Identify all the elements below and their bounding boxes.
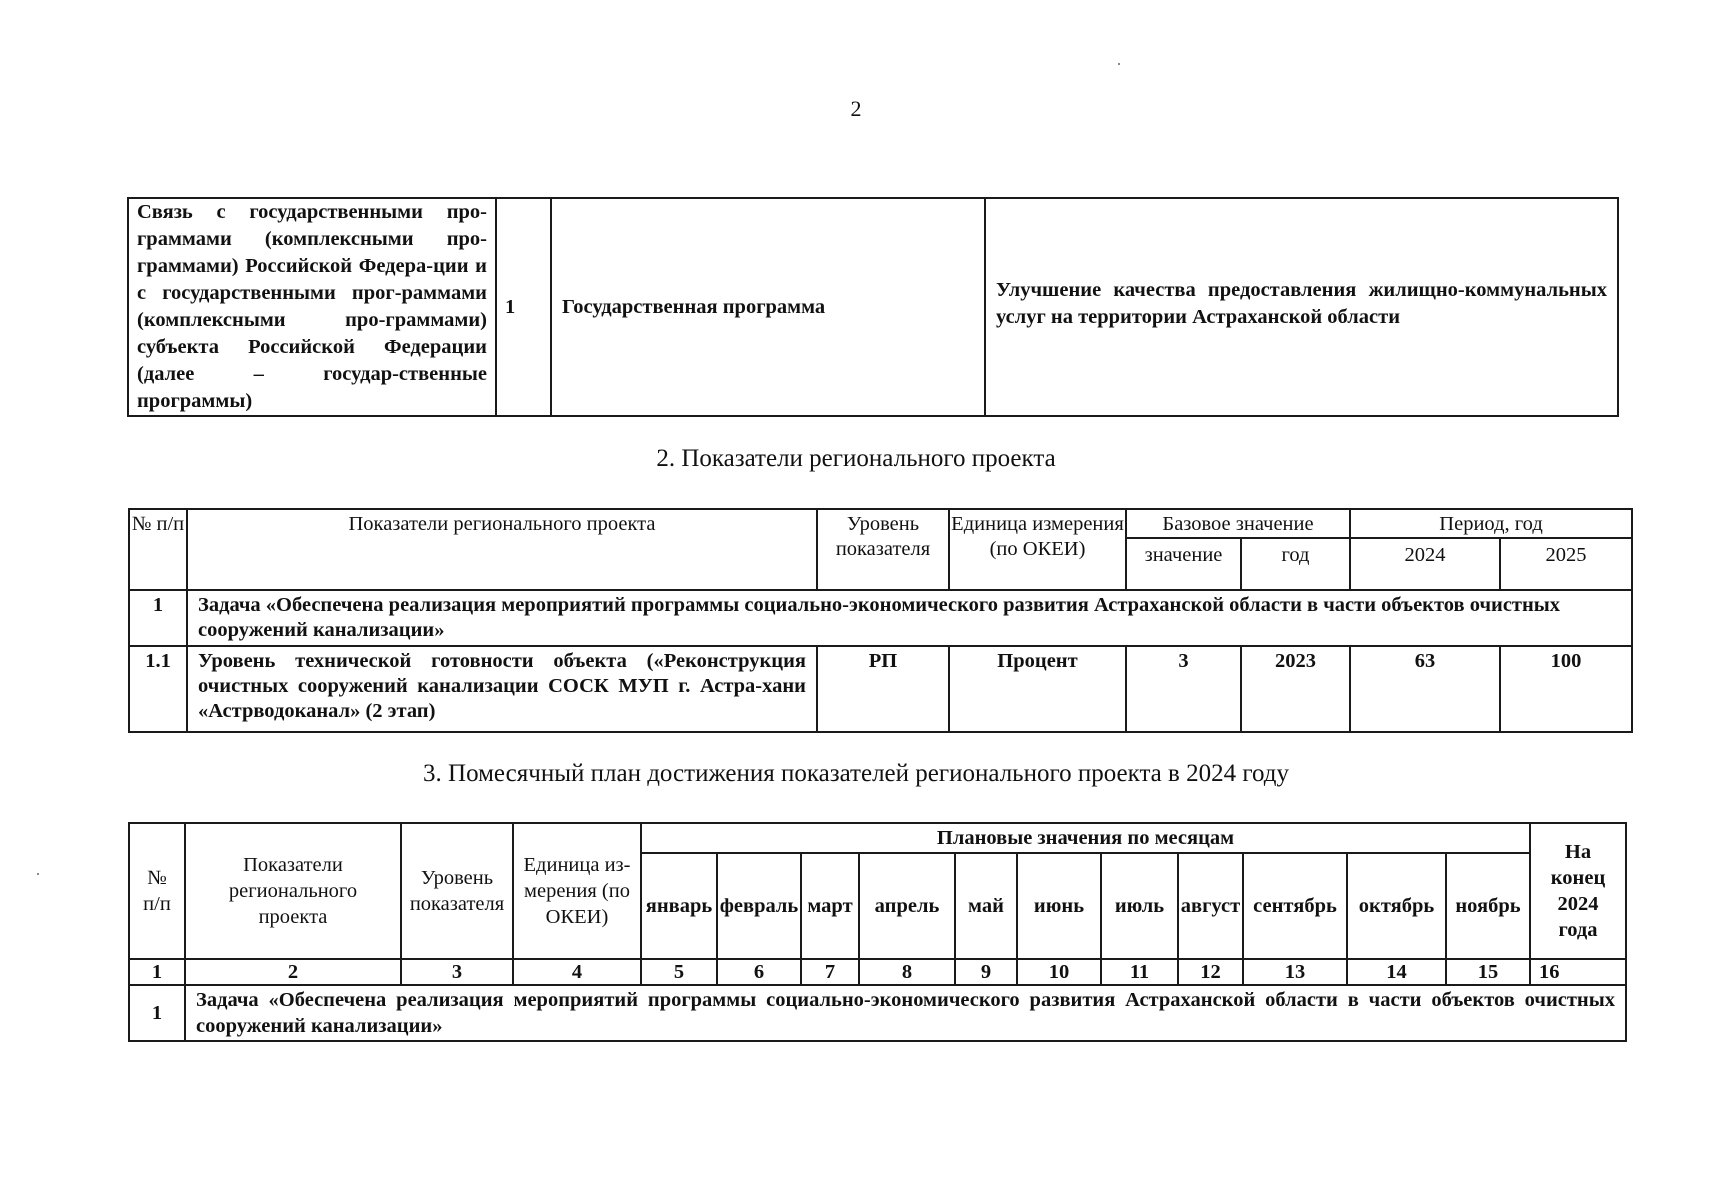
month-header: март: [801, 853, 859, 959]
scan-speck: [1118, 63, 1120, 65]
column-number: 15: [1446, 959, 1530, 985]
header-planned-values: Плановые значения по месяцам: [641, 823, 1530, 853]
column-number: 16: [1530, 959, 1626, 985]
state-program-number: 1: [496, 198, 551, 416]
monthly-plan-table: [128, 822, 1627, 1042]
indicator-value-2024: 63: [1350, 646, 1500, 732]
header-level: Уровень показателя: [817, 509, 949, 590]
indicators-table: [128, 508, 1633, 733]
header-num: № п/п: [129, 509, 187, 590]
month-header: ноябрь: [1446, 853, 1530, 959]
column-number: 13: [1243, 959, 1347, 985]
section-3-title: 3. Помесячный план достижения показателей регионального проекта в 2024 году: [423, 760, 1289, 787]
column-number: 14: [1347, 959, 1446, 985]
page-number: 2: [850, 96, 862, 121]
section-2-title: 2. Показатели регионального проекта: [656, 445, 1056, 472]
column-number: 4: [513, 959, 641, 985]
header-period: Период, год: [1350, 509, 1632, 538]
column-number: 5: [641, 959, 717, 985]
column-number: 11: [1101, 959, 1178, 985]
indicator-level: РП: [817, 646, 949, 732]
table-row: [129, 646, 1632, 732]
state-programs-label: Связь с государственными про-граммами (комплексными про-граммами) Российской Федера-ции и с государственными прог-раммами (комплексными про-граммами) субъекта Российской Федерации (далее – государ-ственные программы): [128, 198, 496, 416]
state-program-goal: Улучшение качества предоставления жилищно-коммунальных услуг на территории Астраханской области: [985, 198, 1618, 416]
header-base-year: год: [1241, 538, 1350, 590]
month-header: август: [1178, 853, 1243, 959]
indicator-base-year: 2023: [1241, 646, 1350, 732]
month-header: январь: [641, 853, 717, 959]
indicator-base-value: 3: [1126, 646, 1241, 732]
indicator-name: Уровень технической готовности объекта («Реконструкция очистных сооружений канализации СОСК МУП г. Астра-хани «Астрводоканал» (2 этап): [187, 646, 817, 732]
state-programs-table: [127, 197, 1619, 417]
column-number: 6: [717, 959, 801, 985]
column-number: 10: [1017, 959, 1101, 985]
column-number: 7: [801, 959, 859, 985]
header-year-2024: 2024: [1350, 538, 1500, 590]
state-program-type: Государственная программа: [551, 198, 985, 416]
column-number: 9: [955, 959, 1017, 985]
month-header: май: [955, 853, 1017, 959]
header-end-of-year: На конец 2024 года: [1530, 823, 1626, 959]
month-header: июнь: [1017, 853, 1101, 959]
header-row: [129, 823, 1626, 853]
column-number: 12: [1178, 959, 1243, 985]
month-header: апрель: [859, 853, 955, 959]
header-unit: Единица из-мерения (по ОКЕИ): [513, 823, 641, 959]
header-num: № п/п: [129, 823, 185, 959]
month-header: июль: [1101, 853, 1178, 959]
header-base-value: значение: [1126, 538, 1241, 590]
header-level: Уровень показателя: [401, 823, 513, 959]
task-text: Задача «Обеспечена реализация мероприятий программы социально-экономического развития Астраханской области в части объектов очистных сооружений канализации»: [185, 985, 1626, 1041]
task-number: 1: [129, 985, 185, 1041]
task-row: [129, 590, 1632, 646]
column-number: 3: [401, 959, 513, 985]
task-row: [129, 985, 1626, 1041]
scan-speck: [37, 873, 39, 875]
column-number: 2: [185, 959, 401, 985]
column-numbers-row: [129, 959, 1626, 985]
month-header: сентябрь: [1243, 853, 1347, 959]
header-unit: Единица измерения (по ОКЕИ): [949, 509, 1126, 590]
header-year-2025: 2025: [1500, 538, 1632, 590]
month-header: октябрь: [1347, 853, 1446, 959]
column-number: 8: [859, 959, 955, 985]
header-base: Базовое значение: [1126, 509, 1350, 538]
column-number: 1: [129, 959, 185, 985]
indicator-number: 1.1: [129, 646, 187, 732]
header-indicators: Показатели регионального проекта: [187, 509, 817, 590]
task-number: 1: [129, 590, 187, 646]
indicator-value-2025: 100: [1500, 646, 1632, 732]
indicator-unit: Процент: [949, 646, 1126, 732]
header-indicators: Показатели регионального проекта: [185, 823, 401, 959]
table-row: [128, 198, 1618, 416]
task-text: Задача «Обеспечена реализация мероприятий программы социально-экономического развития Астраханской области в части объектов очистных сооружений канализации»: [187, 590, 1632, 646]
month-header: февраль: [717, 853, 801, 959]
header-row: [129, 509, 1632, 538]
